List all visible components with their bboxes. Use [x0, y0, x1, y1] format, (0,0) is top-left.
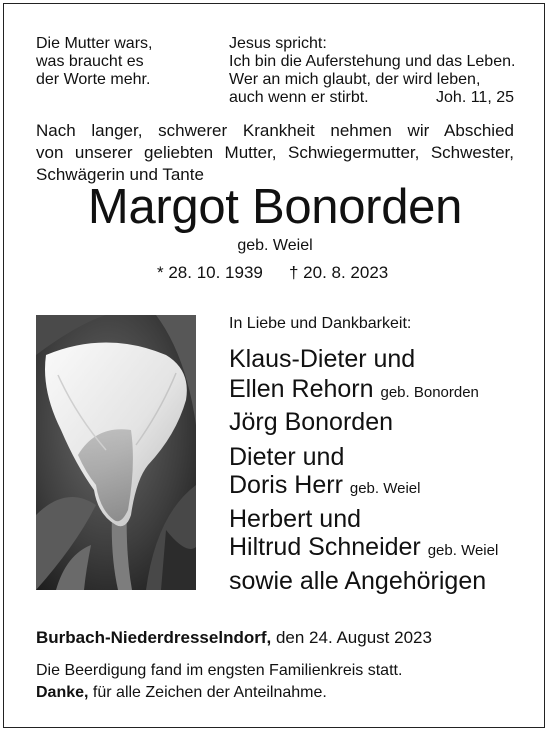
- death-date: † 20. 8. 2023: [289, 263, 389, 282]
- mourner-line: Dieter und: [229, 443, 345, 471]
- verse-line: auch wenn er stirbt.: [229, 89, 369, 106]
- mourner-line: [229, 532, 498, 566]
- mourner-name: Doris Herr: [229, 471, 343, 499]
- poem-line: der Worte mehr.: [36, 71, 151, 88]
- verse-line: Jesus spricht:: [229, 35, 327, 52]
- intro-line: Schwägerin und Tante: [36, 165, 204, 184]
- place-date: [36, 628, 432, 648]
- mourner-note: geb. Weiel: [349, 480, 421, 497]
- intro-line: Nach langer, schwerer Krankheit nehmen wir Abschied: [36, 121, 514, 140]
- mourner-note: geb. Weiel: [427, 542, 499, 559]
- birth-date: * 28. 10. 1939: [157, 263, 263, 282]
- verse-reference: Joh. 11, 25: [436, 89, 514, 106]
- funeral-note: Die Beerdigung fand im engsten Familienkreis statt.: [36, 662, 403, 679]
- mourners-intro: In Liebe und Dankbarkeit:: [229, 315, 412, 332]
- thanks-rest: für alle Zeichen der Anteilnahme.: [92, 684, 327, 701]
- calla-lily-icon: [36, 315, 196, 590]
- verse-line: Ich bin die Auferstehung und das Leben.: [229, 53, 516, 70]
- mourner-line: Klaus-Dieter und: [229, 345, 416, 373]
- mourner-note: geb. Bonorden: [380, 384, 479, 401]
- place: Burbach-Niederdresselndorf,: [36, 628, 272, 647]
- thanks-note: [36, 683, 327, 702]
- date: den 24. August 2023: [275, 628, 432, 647]
- poem-line: Die Mutter wars,: [36, 35, 153, 52]
- calla-lily-photo: [36, 315, 196, 590]
- mourner-line: Herbert und: [229, 505, 362, 533]
- intro-text: [36, 120, 514, 186]
- deceased-name: Margot Bonorden: [87, 180, 463, 234]
- mourner-line: sowie alle Angehörigen: [229, 567, 487, 595]
- thanks-bold: Danke,: [36, 684, 89, 701]
- verse-line: Wer an mich glaubt, der wird leben,: [229, 71, 481, 88]
- deceased-maiden-name: geb. Weiel: [237, 237, 313, 254]
- mourner-line: [229, 470, 420, 504]
- mourner-name: Hiltrud Schneider: [229, 533, 421, 561]
- mourner-name: Ellen Rehorn: [229, 375, 374, 403]
- poem-line: was braucht es: [36, 53, 144, 70]
- mourner-line: Jörg Bonorden: [229, 408, 394, 436]
- mourner-line: [229, 374, 479, 408]
- intro-line: von unserer geliebten Mutter, Schwiegermutter, Schwester,: [36, 143, 514, 162]
